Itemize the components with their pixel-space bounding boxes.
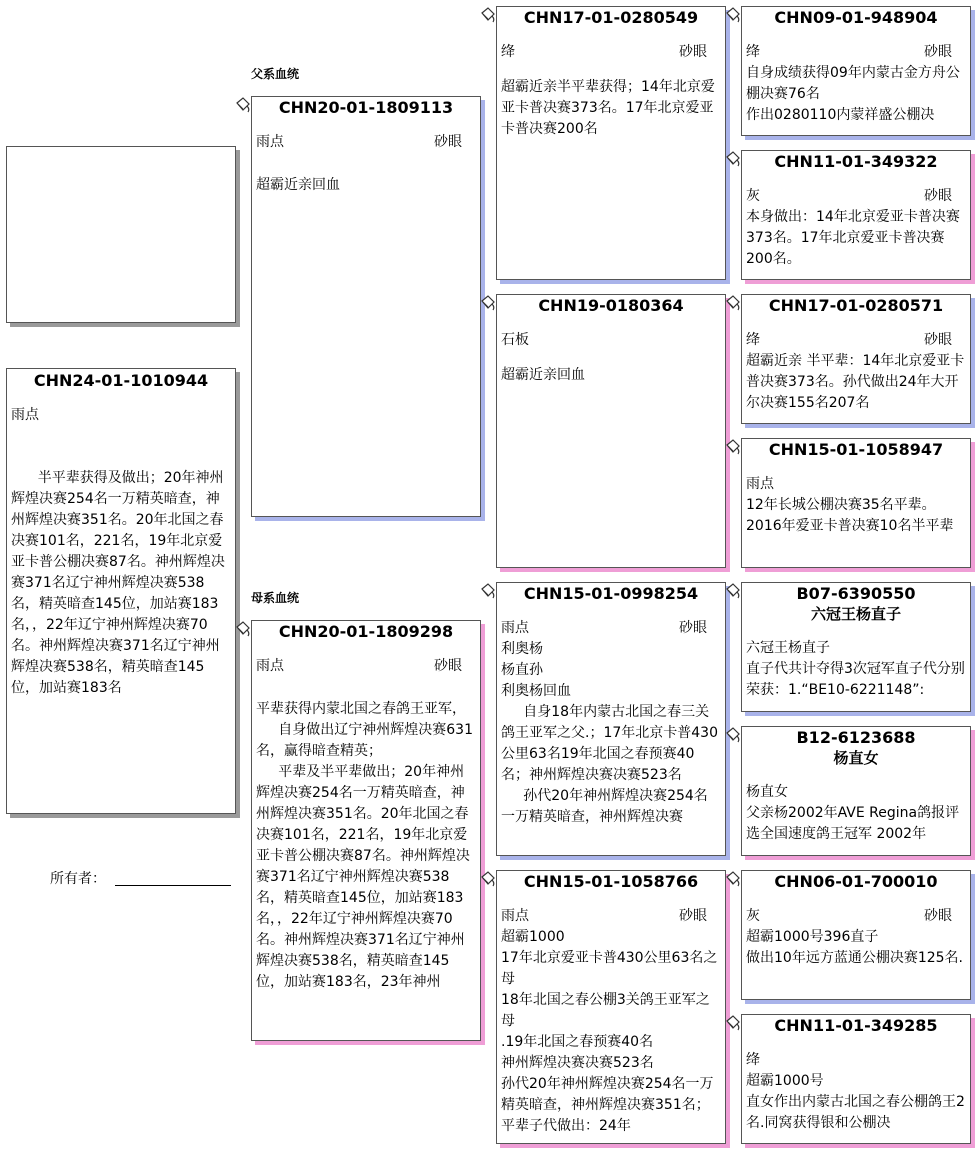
ssd-card[interactable] [741,150,971,280]
ring-number: CHN17-01-0280549 [523,8,699,27]
ring-number: CHN20-01-1809298 [278,622,454,641]
ring-number: CHN17-01-0280571 [768,296,944,315]
eye: 砂眼 [679,44,707,60]
eye: 砂眼 [434,658,462,674]
edit-brush-icon[interactable] [725,1015,741,1031]
color: 灰 [746,908,760,924]
eye: 砂眼 [679,620,707,636]
color: 绛 [746,44,760,60]
color: 雨点 [256,134,284,150]
subject-card[interactable] [6,368,236,814]
notes: 超霸1000 17年北京爱亚卡普430公里63名之母 18年北国之春公棚3关鸽王亚军之母 .19年北国之春预赛40名 神州辉煌决赛决赛523名 孙代20年神州辉煌决赛254名一万精英暗查，神州辉煌决赛351名；平辈子代做出：24年 [501,929,718,1134]
photo-placeholder[interactable] [6,146,236,323]
edit-brush-icon[interactable] [480,295,496,311]
dss-card[interactable] [741,582,971,712]
color: 雨点 [501,908,529,924]
color: 绛 [501,44,515,60]
notes: 平辈获得内蒙北国之春鸽王亚军， 自身做出辽宁神州辉煌决赛631名，赢得暗查精英； 平辈及半平辈做出；20年神州辉煌决赛254名一万精英暗查，神州辉煌决赛351名。20年北国之春决赛101名，221名，19年北京爱亚卡普公棚决赛87名。神州辉煌决赛371名辽宁神州辉煌决赛538名，精英暗查145位，加站赛183名，，22年辽宁神州辉煌决赛70名。神州辉煌决赛371名辽宁神州辉煌决赛538名，精英暗查145位，加站赛183名，23年神州 [256,701,473,990]
ring-number: CHN15-01-1058947 [768,440,944,459]
ring-number: CHN15-01-0998254 [523,584,699,603]
edit-brush-icon[interactable] [235,97,251,113]
ring-number: CHN24-01-1010944 [33,371,209,390]
ring-number: CHN15-01-1058766 [523,872,699,891]
edit-brush-icon[interactable] [480,7,496,23]
color: 雨点 [746,476,774,492]
owner-field[interactable] [115,885,231,886]
eye: 砂眼 [924,908,952,924]
ring-number: CHN11-01-349285 [774,1016,938,1035]
notes: 12年长城公棚决赛35名平辈。 2016年爱亚卡普决赛10名半平辈 [746,497,954,534]
ring-number: CHN11-01-349322 [774,152,938,171]
ddd-card[interactable] [741,1014,971,1144]
owner-label: 所有者： [50,871,106,887]
edit-brush-icon[interactable] [725,151,741,167]
notes: 半平辈获得及做出；20年神州辉煌决赛254名一万精英暗查，神州辉煌决赛351名。20年北国之春决赛101名，221名，19年北京爱亚卡普公棚决赛87名。神州辉煌决赛371名辽宁神州辉煌决赛538名，精英暗查145位，加站赛183名，，22年辽宁神州辉煌决赛70名。神州辉煌决赛371名辽宁神州辉煌决赛538名，精英暗查145位，加站赛183名 [11,470,225,696]
ring-number: CHN20-01-1809113 [278,98,454,117]
sss-card[interactable] [741,6,971,136]
eye: 砂眼 [924,332,952,348]
edit-brush-icon[interactable] [725,295,741,311]
eye: 砂眼 [924,44,952,60]
notes: 六冠王杨直子 直子代共计夺得3次冠军直子代分别荣获：1.“BE10-6221148”: [746,640,965,698]
edit-brush-icon[interactable] [480,583,496,599]
color: 雨点 [11,407,39,423]
eye: 砂眼 [679,908,707,924]
notes: 自身成绩获得09年内蒙古金方舟公棚决赛76名 作出0280110内蒙祥盛公棚决 [746,65,960,123]
sds-card[interactable] [741,294,971,424]
dsd-card[interactable] [741,726,971,856]
ring-number: B07-6390550 [796,584,916,603]
ring-number: CHN09-01-948904 [774,8,938,27]
color: 雨点 [501,620,529,636]
notes: 本身做出：14年北京爱亚卡普决赛373名。17年北京爱亚卡普决赛200名。 [746,209,960,267]
eye: 砂眼 [924,188,952,204]
sire-dam-card[interactable] [496,294,726,568]
ring-number: B12-6123688 [796,728,916,747]
color: 灰 [746,188,760,204]
notes: 超霸近亲半平辈获得；14年北京爱亚卡普决赛373名。17年北京爱亚卡普决赛200名 [501,79,715,137]
sire-card[interactable] [251,96,481,517]
sire-sire-card[interactable] [496,6,726,280]
edit-brush-icon[interactable] [725,439,741,455]
color: 雨点 [256,658,284,674]
eye: 砂眼 [434,134,462,150]
dam-section-label: 母系血统 [251,591,300,605]
edit-brush-icon[interactable] [235,621,251,637]
edit-brush-icon[interactable] [480,871,496,887]
edit-brush-icon[interactable] [725,871,741,887]
bird-name: 六冠王杨直子 [810,605,901,623]
ring-number: CHN06-01-700010 [774,872,938,891]
dds-card[interactable] [741,870,971,1000]
color: 绛 [746,332,760,348]
notes: 超霸1000号396直子 做出10年远方蓝通公棚决赛125名. [746,929,963,966]
sdd-card[interactable] [741,438,971,568]
notes: 超霸近亲回血 [256,177,340,193]
edit-brush-icon[interactable] [725,7,741,23]
ring-number: CHN19-0180364 [538,296,684,315]
bird-name: 杨直女 [833,749,879,767]
dam-sire-card[interactable] [496,582,726,856]
notes: 超霸近亲回血 [501,367,585,383]
dam-dam-card[interactable] [496,870,726,1144]
notes: 利奥杨 杨直孙 利奥杨回血 自身18年内蒙古北国之春三关鸽王亚军之父.；17年北京卡普430公里63名19年北国之春预赛40名；神州辉煌决赛决赛523名 孙代20年神州辉煌决赛254名一万精英暗查，神州辉煌决赛 [501,641,718,825]
notes: 杨直女 父亲杨2002年AVE Regina鸽报评选全国速度鸽王冠军 2002年 [746,784,960,842]
notes: 超霸1000号 直女作出内蒙古北国之春公棚鸽王2名.同窝获得银和公棚决 [746,1073,965,1131]
sire-section-label: 父系血统 [251,67,300,81]
edit-brush-icon[interactable] [725,727,741,743]
color: 石板 [501,332,529,348]
color: 绛 [746,1052,760,1068]
edit-brush-icon[interactable] [725,583,741,599]
notes: 超霸近亲 半平辈：14年北京爱亚卡普决赛373名。孙代做出24年大开尔决赛155名207名 [746,353,965,411]
dam-card[interactable] [251,620,481,1041]
